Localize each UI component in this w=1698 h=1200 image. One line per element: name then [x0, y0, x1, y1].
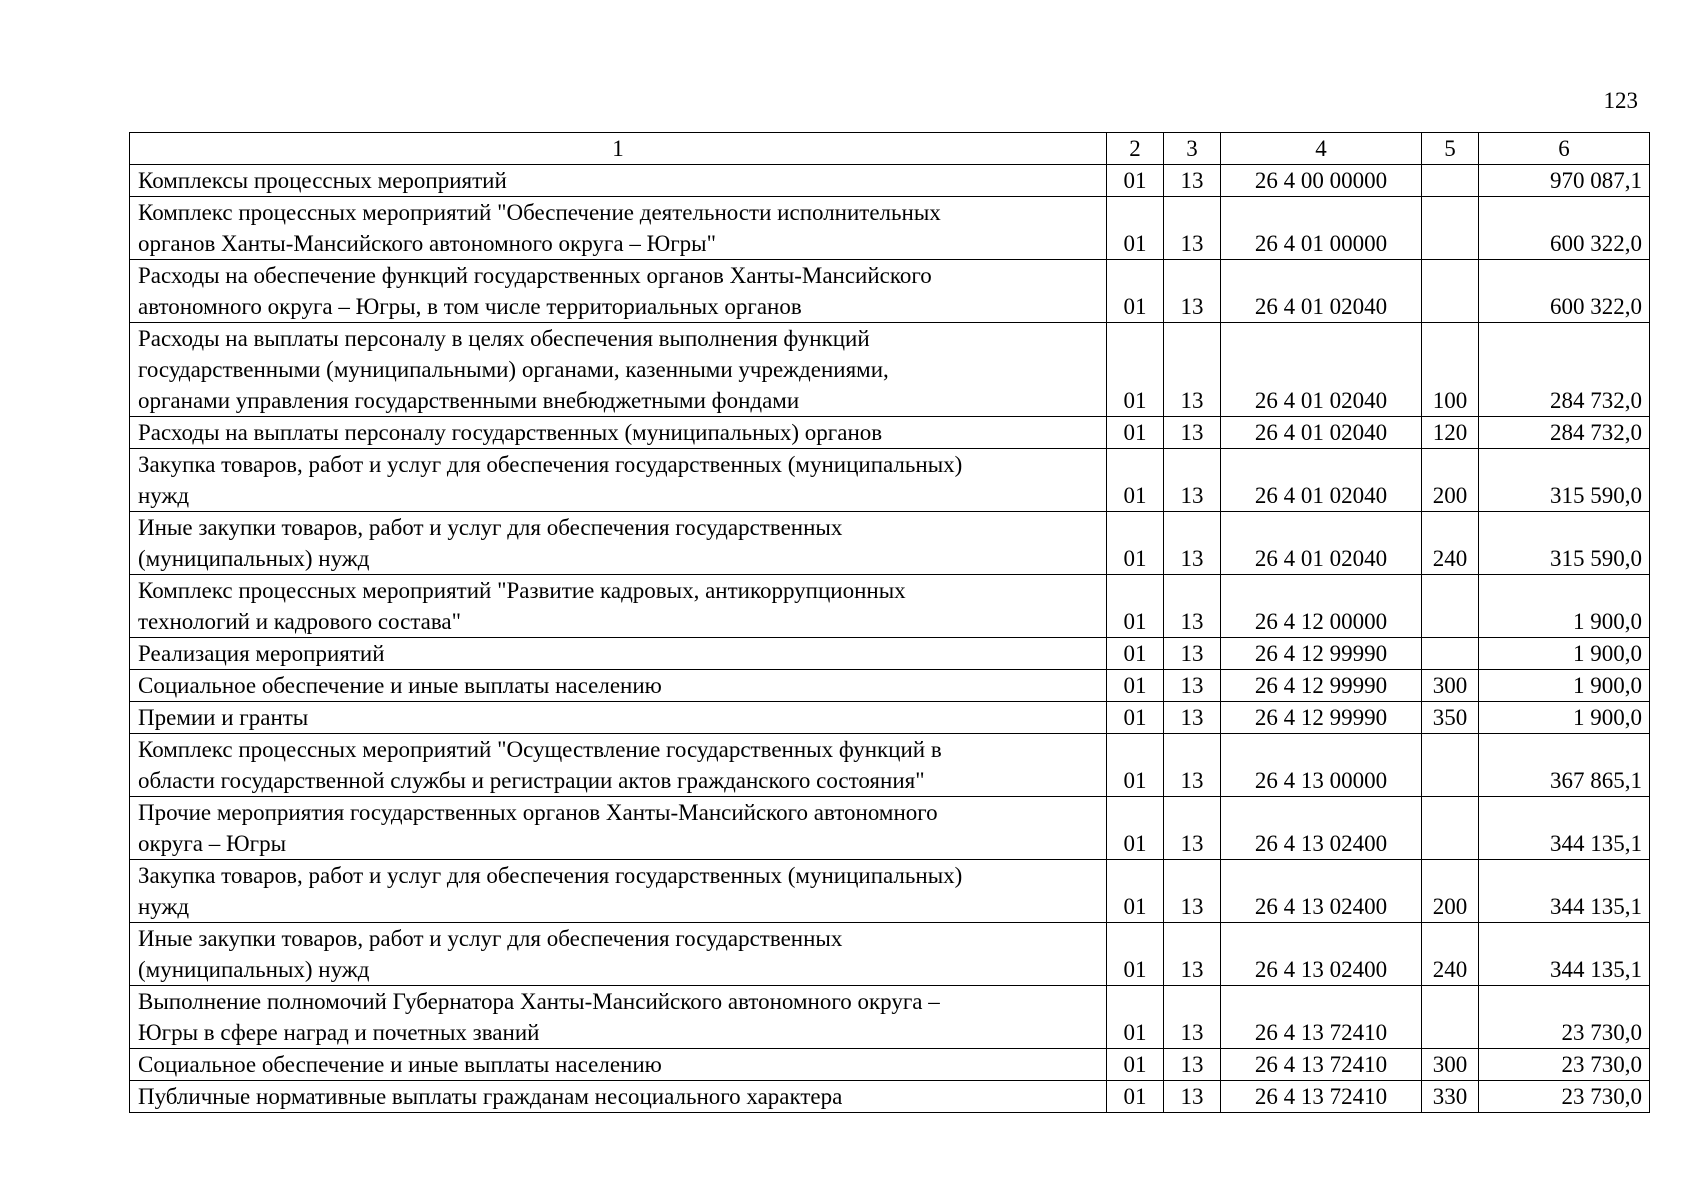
row-name: Премии и гранты [130, 702, 1107, 734]
table-row [130, 1081, 1650, 1113]
row-target-article: 26 4 13 00000 [1221, 734, 1422, 797]
row-subsection: 13 [1164, 986, 1221, 1049]
row-section: 01 [1107, 449, 1164, 512]
row-subsection: 13 [1164, 670, 1221, 702]
row-subsection: 13 [1164, 512, 1221, 575]
row-section: 01 [1107, 575, 1164, 638]
row-subsection: 13 [1164, 860, 1221, 923]
table-row [130, 1049, 1650, 1081]
table-header-row [130, 133, 1650, 165]
row-target-article: 26 4 13 02400 [1221, 860, 1422, 923]
row-amount: 1 900,0 [1479, 575, 1650, 638]
row-subsection: 13 [1164, 1049, 1221, 1081]
row-amount: 23 730,0 [1479, 1049, 1650, 1081]
row-expense-type [1422, 734, 1479, 797]
row-section: 01 [1107, 702, 1164, 734]
row-name: Комплекс процессных мероприятий "Осуществление государственных функций в области государственной службы и регистрации актов гражданского состояния" [130, 734, 1107, 797]
table-row [130, 197, 1650, 260]
row-target-article: 26 4 13 72410 [1221, 1081, 1422, 1113]
row-expense-type [1422, 797, 1479, 860]
row-target-article: 26 4 01 00000 [1221, 197, 1422, 260]
budget-table [129, 132, 1650, 1113]
table-row [130, 734, 1650, 797]
row-expense-type [1422, 575, 1479, 638]
row-target-article: 26 4 13 02400 [1221, 923, 1422, 986]
row-name: Социальное обеспечение и иные выплаты населению [130, 1049, 1107, 1081]
table-row [130, 323, 1650, 417]
column-header: 4 [1221, 133, 1422, 165]
row-name: Реализация мероприятий [130, 638, 1107, 670]
row-amount: 1 900,0 [1479, 702, 1650, 734]
row-expense-type: 330 [1422, 1081, 1479, 1113]
row-target-article: 26 4 12 99990 [1221, 638, 1422, 670]
row-name: Комплекс процессных мероприятий "Развитие кадровых, антикоррупционных технологий и кадрового состава" [130, 575, 1107, 638]
row-expense-type: 120 [1422, 417, 1479, 449]
row-subsection: 13 [1164, 197, 1221, 260]
row-target-article: 26 4 01 02040 [1221, 417, 1422, 449]
table-row [130, 986, 1650, 1049]
row-target-article: 26 4 01 02040 [1221, 260, 1422, 323]
table-row [130, 797, 1650, 860]
row-name: Публичные нормативные выплаты гражданам несоциального характера [130, 1081, 1107, 1113]
row-subsection: 13 [1164, 923, 1221, 986]
row-expense-type [1422, 986, 1479, 1049]
column-header: 1 [130, 133, 1107, 165]
row-subsection: 13 [1164, 417, 1221, 449]
row-subsection: 13 [1164, 1081, 1221, 1113]
row-section: 01 [1107, 923, 1164, 986]
row-subsection: 13 [1164, 575, 1221, 638]
row-section: 01 [1107, 670, 1164, 702]
row-target-article: 26 4 12 00000 [1221, 575, 1422, 638]
table-row [130, 575, 1650, 638]
row-section: 01 [1107, 1081, 1164, 1113]
table-row [130, 638, 1650, 670]
row-amount: 284 732,0 [1479, 323, 1650, 417]
row-section: 01 [1107, 734, 1164, 797]
row-amount: 367 865,1 [1479, 734, 1650, 797]
row-expense-type [1422, 197, 1479, 260]
row-section: 01 [1107, 197, 1164, 260]
row-section: 01 [1107, 512, 1164, 575]
row-expense-type: 300 [1422, 670, 1479, 702]
row-amount: 600 322,0 [1479, 260, 1650, 323]
row-expense-type: 240 [1422, 512, 1479, 575]
row-amount: 23 730,0 [1479, 1081, 1650, 1113]
row-section: 01 [1107, 860, 1164, 923]
row-target-article: 26 4 13 02400 [1221, 797, 1422, 860]
table-body [130, 165, 1650, 1113]
row-amount: 315 590,0 [1479, 512, 1650, 575]
table-row [130, 260, 1650, 323]
row-amount: 284 732,0 [1479, 417, 1650, 449]
page-number: 123 [1603, 88, 1638, 113]
row-name: Комплексы процессных мероприятий [130, 165, 1107, 197]
table-row [130, 670, 1650, 702]
row-expense-type: 240 [1422, 923, 1479, 986]
row-section: 01 [1107, 797, 1164, 860]
row-expense-type: 300 [1422, 1049, 1479, 1081]
row-subsection: 13 [1164, 260, 1221, 323]
row-name: Прочие мероприятия государственных органов Ханты-Мансийского автономного округа – Югры [130, 797, 1107, 860]
column-header: 6 [1479, 133, 1650, 165]
row-subsection: 13 [1164, 323, 1221, 417]
row-expense-type: 100 [1422, 323, 1479, 417]
row-name: Закупка товаров, работ и услуг для обеспечения государственных (муниципальных) нужд [130, 860, 1107, 923]
column-header: 5 [1422, 133, 1479, 165]
row-section: 01 [1107, 417, 1164, 449]
row-amount: 344 135,1 [1479, 860, 1650, 923]
row-section: 01 [1107, 638, 1164, 670]
row-section: 01 [1107, 323, 1164, 417]
row-target-article: 26 4 01 02040 [1221, 449, 1422, 512]
row-name: Иные закупки товаров, работ и услуг для обеспечения государственных (муниципальных) нужд [130, 512, 1107, 575]
row-expense-type [1422, 638, 1479, 670]
row-name: Иные закупки товаров, работ и услуг для обеспечения государственных (муниципальных) нужд [130, 923, 1107, 986]
table-row [130, 449, 1650, 512]
row-amount: 600 322,0 [1479, 197, 1650, 260]
table-row [130, 417, 1650, 449]
row-target-article: 26 4 12 99990 [1221, 702, 1422, 734]
row-amount: 23 730,0 [1479, 986, 1650, 1049]
row-target-article: 26 4 01 02040 [1221, 512, 1422, 575]
row-subsection: 13 [1164, 734, 1221, 797]
column-header: 3 [1164, 133, 1221, 165]
row-expense-type [1422, 260, 1479, 323]
row-name: Закупка товаров, работ и услуг для обеспечения государственных (муниципальных) нужд [130, 449, 1107, 512]
row-section: 01 [1107, 1049, 1164, 1081]
row-amount: 970 087,1 [1479, 165, 1650, 197]
row-subsection: 13 [1164, 165, 1221, 197]
row-target-article: 26 4 01 02040 [1221, 323, 1422, 417]
row-name: Социальное обеспечение и иные выплаты населению [130, 670, 1107, 702]
row-amount: 315 590,0 [1479, 449, 1650, 512]
row-subsection: 13 [1164, 702, 1221, 734]
row-target-article: 26 4 12 99990 [1221, 670, 1422, 702]
row-amount: 344 135,1 [1479, 923, 1650, 986]
row-amount: 1 900,0 [1479, 670, 1650, 702]
table-row [130, 923, 1650, 986]
row-section: 01 [1107, 165, 1164, 197]
row-target-article: 26 4 00 00000 [1221, 165, 1422, 197]
row-section: 01 [1107, 986, 1164, 1049]
row-target-article: 26 4 13 72410 [1221, 986, 1422, 1049]
table-row [130, 165, 1650, 197]
row-subsection: 13 [1164, 449, 1221, 512]
row-name: Расходы на выплаты персоналу государственных (муниципальных) органов [130, 417, 1107, 449]
table-row [130, 702, 1650, 734]
row-subsection: 13 [1164, 638, 1221, 670]
row-expense-type: 200 [1422, 860, 1479, 923]
row-amount: 344 135,1 [1479, 797, 1650, 860]
row-name: Выполнение полномочий Губернатора Ханты-Мансийского автономного округа – Югры в сфере наград и почетных званий [130, 986, 1107, 1049]
row-name: Расходы на обеспечение функций государственных органов Ханты-Мансийского автономного округа – Югры, в том числе территориальных органов [130, 260, 1107, 323]
row-expense-type [1422, 165, 1479, 197]
table-row [130, 860, 1650, 923]
row-subsection: 13 [1164, 797, 1221, 860]
row-name: Расходы на выплаты персоналу в целях обеспечения выполнения функций государственными (муниципальными) органами, казенными учреждениями, органами управления государственными внебюджетными фондами [130, 323, 1107, 417]
column-header: 2 [1107, 133, 1164, 165]
row-name: Комплекс процессных мероприятий "Обеспечение деятельности исполнительных органов Ханты-Мансийского автономного округа – Югры" [130, 197, 1107, 260]
row-expense-type: 200 [1422, 449, 1479, 512]
row-expense-type: 350 [1422, 702, 1479, 734]
row-section: 01 [1107, 260, 1164, 323]
row-target-article: 26 4 13 72410 [1221, 1049, 1422, 1081]
row-amount: 1 900,0 [1479, 638, 1650, 670]
table-row [130, 512, 1650, 575]
